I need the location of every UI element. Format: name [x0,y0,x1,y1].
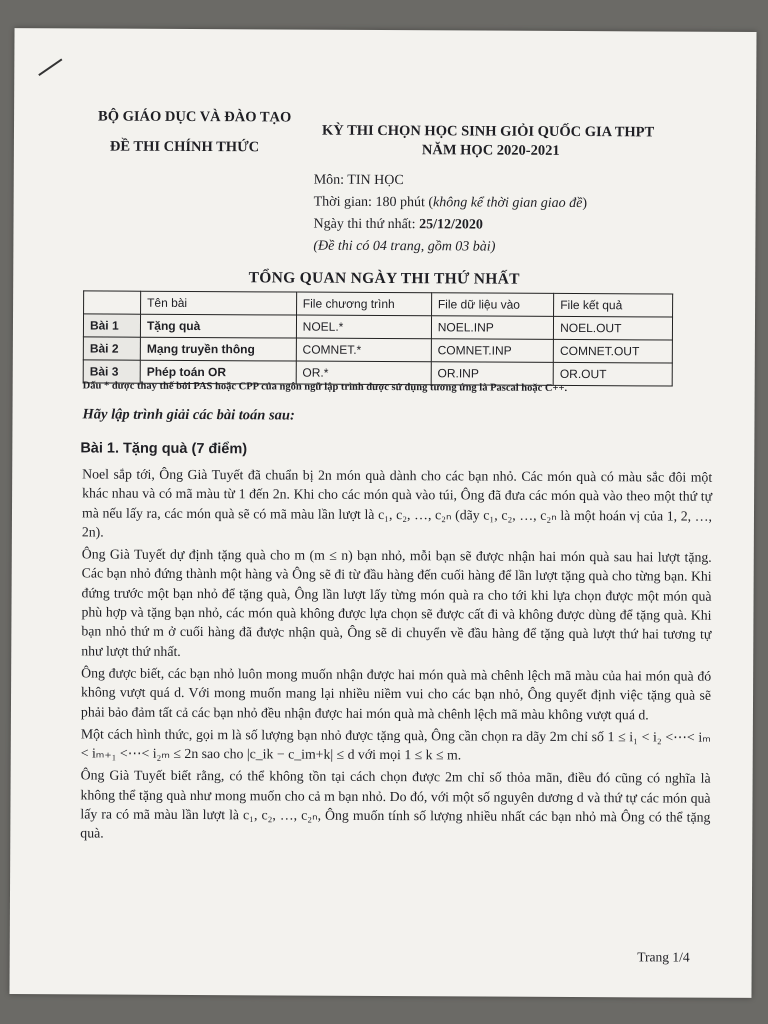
time-limit: Thời gian: 180 phút (không kể thời gian giao đề) [313,194,588,212]
paragraph: Ông được biết, các bạn nhỏ luôn mong muốn nhận được hai món quà mà chênh lệch mã màu của hai món quà đó không vượt quá d. Với mong muốn mang lại nhiều niềm vui cho các bạn nhỏ, Ông quyết định việc tặng quà sẽ phải bảo đảm tất cả các bạn nhỏ đều nhận được hai món quà mà chênh lệch mã màu không vượt quá d. [80,665,712,722]
paragraph: Ông Già Tuyết dự định tặng quà cho m (m ≤ n) bạn nhỏ, mỗi bạn sẽ được nhận hai món quà sau hai lượt tặng. Các bạn nhỏ đứng thành một hàng và Ông sẽ đi từ đầu hàng đến cuối hàng để lần lượt tặng quà cho từng bạn. Khi đứng trước một bạn nhỏ để tặng quà, Ông lần lượt lấy từng món quà ra cho tới khi lựa chọn được một món quà phù hợp và tặng bạn nhỏ, các món quà không được lựa chọn sẽ được cất đi và không được dùng để tặng quà. Khi bạn nhỏ thứ m ở cuối hàng đã được nhận quà, Ông sẽ di chuyển về đầu hàng để tặng quà lượt thứ hai tương tự như lượt thứ nhất. [81,546,712,659]
table-footnote: Dấu * được thay thế bởi PAS hoặc CPP của ngôn ngữ lập trình được sử dụng tương ứng là Pascal hoặc C++. [82,380,568,394]
input-file: NOEL.INP [431,316,553,340]
header-left [98,109,292,170]
ministry-name: BỘ GIÁO DỤC VÀ ĐÀO TẠO [98,108,292,126]
instruction: Hãy lập trình giải các bài toán sau: [82,406,295,424]
page-number: Trang 1/4 [637,949,690,965]
problem-number: Bài 2 [83,337,140,360]
header-right [322,123,654,161]
output-file: COMNET.OUT [553,339,672,363]
table-row [83,314,672,340]
pen-mark [38,58,62,76]
column-header: Tên bài [141,291,297,315]
exam-meta [313,170,587,259]
problem-name: Tặng quà [140,314,296,338]
column-header: File kết quả [554,293,673,317]
problem-number: Bài 1 [83,314,140,337]
exam-page [9,28,756,998]
program-file: COMNET.* [296,338,431,362]
column-header: File chương trình [296,292,431,316]
input-file: COMNET.INP [431,339,553,363]
column-header: File dữ liệu vào [431,293,553,317]
paragraph: Một cách hình thức, gọi m là số lượng bạn nhỏ được tặng quà, Ông cần chọn ra dãy 2m chỉ số 1 ≤ i₁ < i₂ <⋯< iₘ < iₘ₊₁ <⋯< i₂ₘ ≤ 2n sao cho |c_ik − c_im+k| ≤ d với mọi 1 ≤ k ≤ m. [80,726,711,763]
school-year: NĂM HỌC 2020-2021 [421,142,560,159]
table-header-row [84,291,673,317]
output-file: NOEL.OUT [554,316,673,340]
input-file: OR.INP [431,362,553,386]
problem-name: Phép toán OR [140,360,296,384]
exam-title: KỲ THI CHỌN HỌC SINH GIỎI QUỐC GIA THPT [321,122,655,141]
program-file: OR.* [296,361,431,385]
problem-name: Mạng truyền thông [140,337,296,361]
pages-note: (Đề thi có 04 trang, gồm 03 bài) [313,238,496,255]
paragraph: Ông Già Tuyết biết rằng, có thể không tồn tại cách chọn được 2m chỉ số thỏa mãn, điều đó cũng có nghĩa là không thể tặng quà như mong muốn cho cả m bạn nhỏ. Do đó, với một số nguyên dương d và thứ tự các món quà lấy ra có mã màu lần lượt là c₁, c₂, …, c₂ₙ, Ông muốn tính số lượng nhiều nhất các bạn nhỏ mà Ông có thể tặng quà. [80,767,711,841]
column-header [84,291,141,314]
problem-statement [80,464,712,849]
program-file: NOEL.* [296,315,431,339]
overview-table [83,290,673,386]
output-file: OR.OUT [553,362,672,386]
subject: Môn: TIN HỌC [313,172,404,189]
problem-title: Bài 1. Tặng quà (7 điểm) [80,440,248,458]
table-row [83,337,672,363]
official-label: ĐỀ THI CHÍNH THỨC [109,138,260,156]
exam-date: Ngày thi thứ nhất: 25/12/2020 [313,216,483,233]
paragraph: Noel sắp tới, Ông Già Tuyết đã chuẩn bị 2n món quà dành cho các bạn nhỏ. Các món quà có màu sắc đôi một khác nhau và có mã màu từ 1 đến 2n. Khi cho các món quà vào túi, Ông đã đưa các món quà vào theo một thứ tự mà nếu lấy ra, các món quà sẽ có mã màu lần lượt là c₁, c₂, …, c₂ₙ (dãy c₁, c₂, …, c₂ₙ là một hoán vị của 1, 2, …, 2n). [81,466,713,540]
overview-title: TỔNG QUAN NGÀY THI THỨ NHẤT [248,269,520,288]
problem-number: Bài 3 [83,360,140,383]
